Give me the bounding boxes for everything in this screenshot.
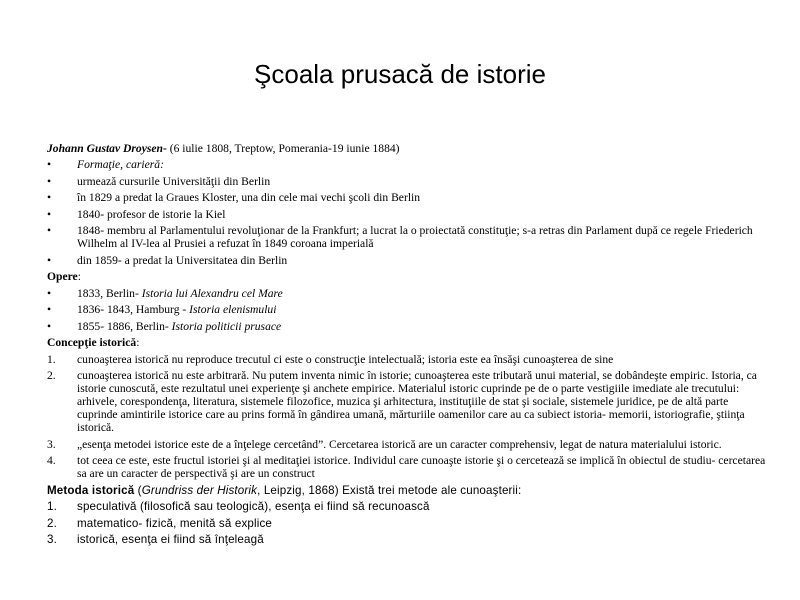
list-item: [47, 533, 769, 546]
list-item-text: [77, 320, 769, 333]
list-item-text: istorică, esenţa ei fiind să înţeleagă: [77, 533, 264, 546]
list-item: [47, 369, 769, 434]
bullet-marker: •: [47, 224, 52, 237]
work-title: Istoria politicii prusace: [171, 319, 282, 333]
method-paren-open: (: [134, 483, 142, 497]
method-heading: Metoda istorică: [47, 483, 135, 497]
list-item-text: cunoaşterea istorică nu reproduce trecutul ci este o construcţie intelectuală; istoria este ea însăşi cunoaşterea de sine: [77, 352, 614, 366]
list-item: [47, 158, 769, 171]
list-item-text: [77, 287, 769, 300]
work-title: Istoria elenismului: [189, 303, 277, 316]
bullet-marker: •: [47, 158, 52, 171]
number-marker: 4.: [47, 454, 56, 467]
number-marker: 1.: [47, 500, 57, 513]
bio-list: [47, 158, 769, 267]
list-item: [47, 191, 769, 204]
works-heading-line: [47, 270, 769, 283]
list-item: [47, 303, 769, 316]
work-year-place: 1836- 1843, Hamburg -: [77, 303, 190, 316]
list-item: [47, 287, 769, 300]
bullet-marker: •: [47, 174, 52, 188]
list-item-text: în 1829 a predat la Graues Kloster, una din cele mai vechi şcoli din Berlin: [77, 191, 421, 204]
list-item: [47, 517, 769, 530]
list-item-text: „esenţa metodei istorice este de a înţelege cercetând”. Cercetarea istorică are un caracter comprehensiv, legat de natura materialului istoric.: [77, 437, 722, 451]
list-item: [47, 208, 769, 221]
author-dates: (6 iulie 1808, Treptow, Pomerania-19 iunie 1884): [166, 142, 400, 155]
bio-line: [47, 142, 769, 155]
list-item-text: 1848- membru al Parlamentului revoluţionar de la Frankfurt; a lucrat la o proiectată constituţie; s-a retras din Parlament după ce regele Friederich Wilhelm al IV-lea al Prusiei a refuzat în 1849 coroana imperială: [77, 224, 753, 250]
list-item: [47, 353, 769, 366]
bullet-marker: •: [47, 303, 52, 316]
number-marker: 2.: [47, 516, 57, 530]
list-item-text: 1840- profesor de istorie la Kiel: [77, 207, 226, 221]
list-item-text: tot ceea ce este, este fructul istoriei şi al meditaţiei istorice. Individul care cunoaşte istorie şi o cercetează se implică în obiectul de studiu- cercetarea sa are un caracter de perspectivă şi are un construct: [77, 454, 766, 480]
number-marker: 3.: [47, 533, 57, 546]
author-name: Johann Gustav Droysen-: [47, 142, 167, 155]
number-marker: 1.: [47, 352, 56, 366]
list-item: [47, 500, 769, 513]
list-item: [47, 224, 769, 250]
works-list: [47, 287, 769, 333]
bullet-marker: •: [47, 286, 52, 300]
method-heading-line: [47, 484, 769, 497]
works-heading: Opere: [47, 270, 78, 283]
list-item: [47, 175, 769, 188]
work-year-place: 1833, Berlin-: [77, 286, 142, 300]
method-rest: , Leipzig, 1868) Există trei metode ale cunoaşterii:: [257, 483, 522, 497]
list-item-text: [77, 303, 769, 316]
concept-heading: Concepţie istorică: [47, 336, 137, 349]
list-item-text: cunoaşterea istorică nu este arbitrară. Nu putem inventa nimic în istorie; cunoaşterea este tributară unui material, se dobândeşte empiric. Istoria, ca istorie cunoscută, este rezultatul unei experienţe şi anchete empirice. Materialul istoric cuprinde pe de o parte vestigiile imediate ale trecutului: arhivele, corespondenţa, literatura, sistemele filozofice, muzica şi arhitectura, instituţiile de stat şi sociale, sistemele juridice, pe de altă parte cuprinde amintirile istorice care au prins formă în gândirea umană, mărturiile oamenilor care au ca subiect istoria- memorii, istoriografie, ştiinţa istorică.: [77, 369, 757, 434]
works-colon: :: [77, 270, 81, 283]
work-title: Istoria lui Alexandru cel Mare: [141, 286, 283, 300]
method-list: [47, 500, 769, 546]
bullet-marker: •: [47, 319, 52, 333]
list-item-text: matematico- fizică, menită să explice: [77, 516, 272, 530]
list-item: [47, 254, 769, 267]
work-year-place: 1855- 1886, Berlin-: [77, 319, 172, 333]
list-item-text: Formaţie, carieră:: [77, 158, 164, 171]
list-item-text: speculativă (filosofică sau teologică), esenţa ei fiind să recunoască: [77, 500, 430, 513]
concept-colon: :: [136, 336, 140, 349]
list-item-text: din 1859- a predat la Universitatea din Berlin: [77, 253, 288, 267]
list-item: [47, 438, 769, 451]
method-book-title: Grundriss der Historik: [141, 483, 258, 497]
slide-body: [47, 142, 769, 550]
list-item: [47, 454, 769, 480]
slide-title: Şcoala prusacă de istorie: [254, 59, 546, 89]
list-item: [47, 320, 769, 333]
bullet-marker: •: [47, 207, 52, 221]
number-marker: 3.: [47, 437, 56, 451]
list-item-text: urmează cursurile Universităţii din Berlin: [77, 174, 271, 188]
bullet-marker: •: [47, 253, 52, 267]
bullet-marker: •: [47, 191, 52, 204]
number-marker: 2.: [47, 369, 56, 382]
concept-heading-line: [47, 336, 769, 349]
concept-list: [47, 353, 769, 481]
